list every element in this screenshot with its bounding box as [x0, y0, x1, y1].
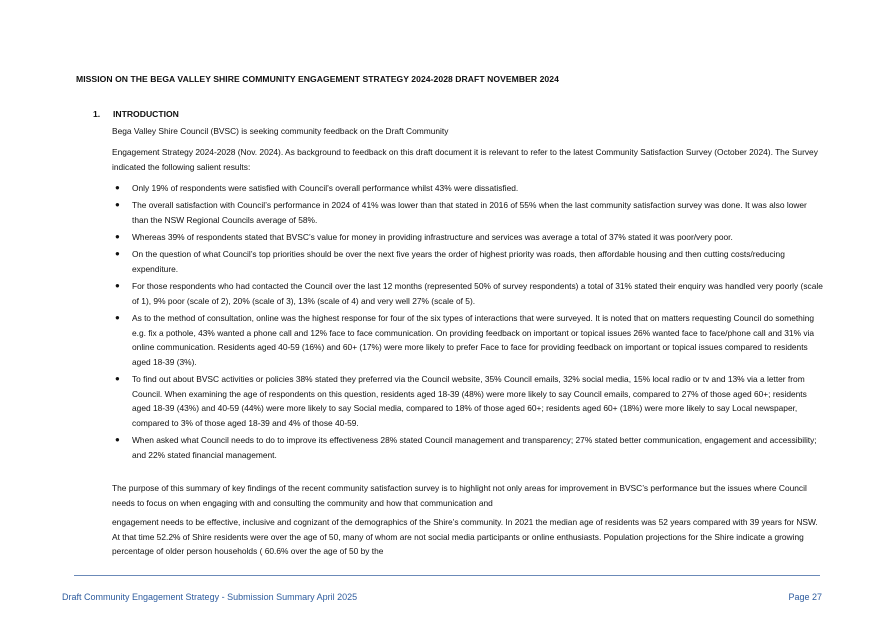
bullet-icon: ●	[115, 313, 120, 323]
list-item	[112, 247, 824, 276]
document-title: MISSION ON THE BEGA VALLEY SHIRE COMMUNITY ENGAGEMENT STRATEGY 2024-2028 DRAFT NOVEMBER 2024	[76, 74, 559, 84]
list-item	[112, 433, 824, 462]
intro-paragraph-2: Engagement Strategy 2024-2028 (Nov. 2024). As background to feedback on this draft document it is relevant to refer to the latest Community Satisfaction Survey (October 2024). The Survey indicated the following salient results:	[112, 147, 818, 172]
bullet-text: Only 19% of respondents were satisfied with Council’s overall performance whilst 43% were dissatisfied.	[132, 183, 519, 193]
bullet-text: As to the method of consultation, online was the highest response for four of the six types of interactions that were surveyed. It is noted that on matters requesting Council do something e.g. fix a pothole, 43% wanted a phone call and 12% face to face communication. On providing feedback on important or topical issues 26% wanted face to face/phone call and 31% via online communication. Residents aged 40-59 (16%) and 60+ (17%) were more likely to prefer Face to face for providing feedback on important or topical issues compared to residents aged 18-39 (3%).	[132, 313, 815, 367]
bullet-icon: ●	[115, 435, 120, 445]
bullet-icon: ●	[115, 200, 120, 210]
bullet-text: Whereas 39% of respondents stated that BVSC’s value for money in providing infrastructure and services was average a total of 37% stated it was poor/very poor.	[132, 232, 733, 243]
list-item	[112, 279, 824, 308]
bullet-icon: ●	[115, 281, 120, 291]
bullet-text: The overall satisfaction with Council’s performance in 2024 of 41% was lower than that stated in 2016 of 55% when the last community satisfaction survey was done. It was also lower than the NSW Regional Councils average of 58%.	[132, 200, 807, 225]
bullet-text: To find out about BVSC activities or policies 38% stated they preferred via the Council website, 35% Council emails, 32% social media, 15% local radio or tv and 13% via a letter from Council. When examining the age of respondents on this question, residents aged 18-39 (48%) were more likely to say Council emails, compared to 27% of those aged 60+; residents aged 18-39 (43%) and 40-59 (44%) were more likely to say Social media, compared to 18% of those aged 60+; residents aged 60+ (18%) were more likely to say Local newspaper, compared to 3% of those aged 18-39 and 4% of those 40-59.	[132, 374, 807, 429]
bullet-text: For those respondents who had contacted the Council over the last 12 months (represented 50% of survey respondents) a total of 31% stated their enquiry was handled very poorly (scale of 1), 9% poor (scale of 2), 20% (scale of 3), 13% (scale of 4) and very well 27% (scale of 5).	[132, 281, 823, 306]
bullet-icon: ●	[115, 232, 120, 242]
section-number: 1.	[93, 109, 101, 119]
footer-page-number: Page 27	[788, 592, 822, 602]
bullet-icon: ●	[115, 374, 120, 384]
bullet-icon: ●	[115, 249, 120, 259]
bullet-text: On the question of what Council’s top priorities should be over the next five years the order of highest priority was roads, then affordable housing and then cutting costs/reducing expenditure.	[132, 249, 785, 275]
closing-paragraph-2: engagement needs to be effective, inclusive and cognizant of the demographics of the Shire’s community. In 2021 the median age of residents was 52 years compared with 39 years for NSW. At that time 52.2% of Shire residents were over the age of 50, many of whom are not social media participants or online enthusiasts. Population projections for the Shire indicate a growing percentage of older person households ( 60.6% over the age of 50 by the	[112, 517, 818, 557]
footer-document-name: Draft Community Engagement Strategy - Submission Summary April 2025	[62, 592, 358, 602]
intro-paragraph-1: Bega Valley Shire Council (BVSC) is seeking community feedback on the Draft Community	[112, 126, 449, 136]
list-item	[112, 372, 824, 430]
list-item	[112, 311, 824, 369]
bullet-icon: ●	[115, 183, 120, 192]
section-title: INTRODUCTION	[113, 109, 179, 119]
list-item	[112, 181, 824, 196]
closing-paragraph-1: The purpose of this summary of key findings of the recent community satisfaction survey is to highlight not only areas for improvement in BVSC’s performance but the issues where Council needs to focus on when engaging with and consulting the community and how that communication and	[112, 483, 807, 508]
footer-divider	[74, 575, 820, 576]
list-item	[112, 230, 824, 245]
list-item	[112, 198, 824, 227]
results-bullet-list	[112, 181, 824, 465]
bullet-text: When asked what Council needs to do to improve its effectiveness 28% stated Council management and transparency; 27% stated better communication, engagement and accessibility; and 22% stated financial management.	[132, 435, 817, 460]
section-heading	[93, 109, 179, 119]
